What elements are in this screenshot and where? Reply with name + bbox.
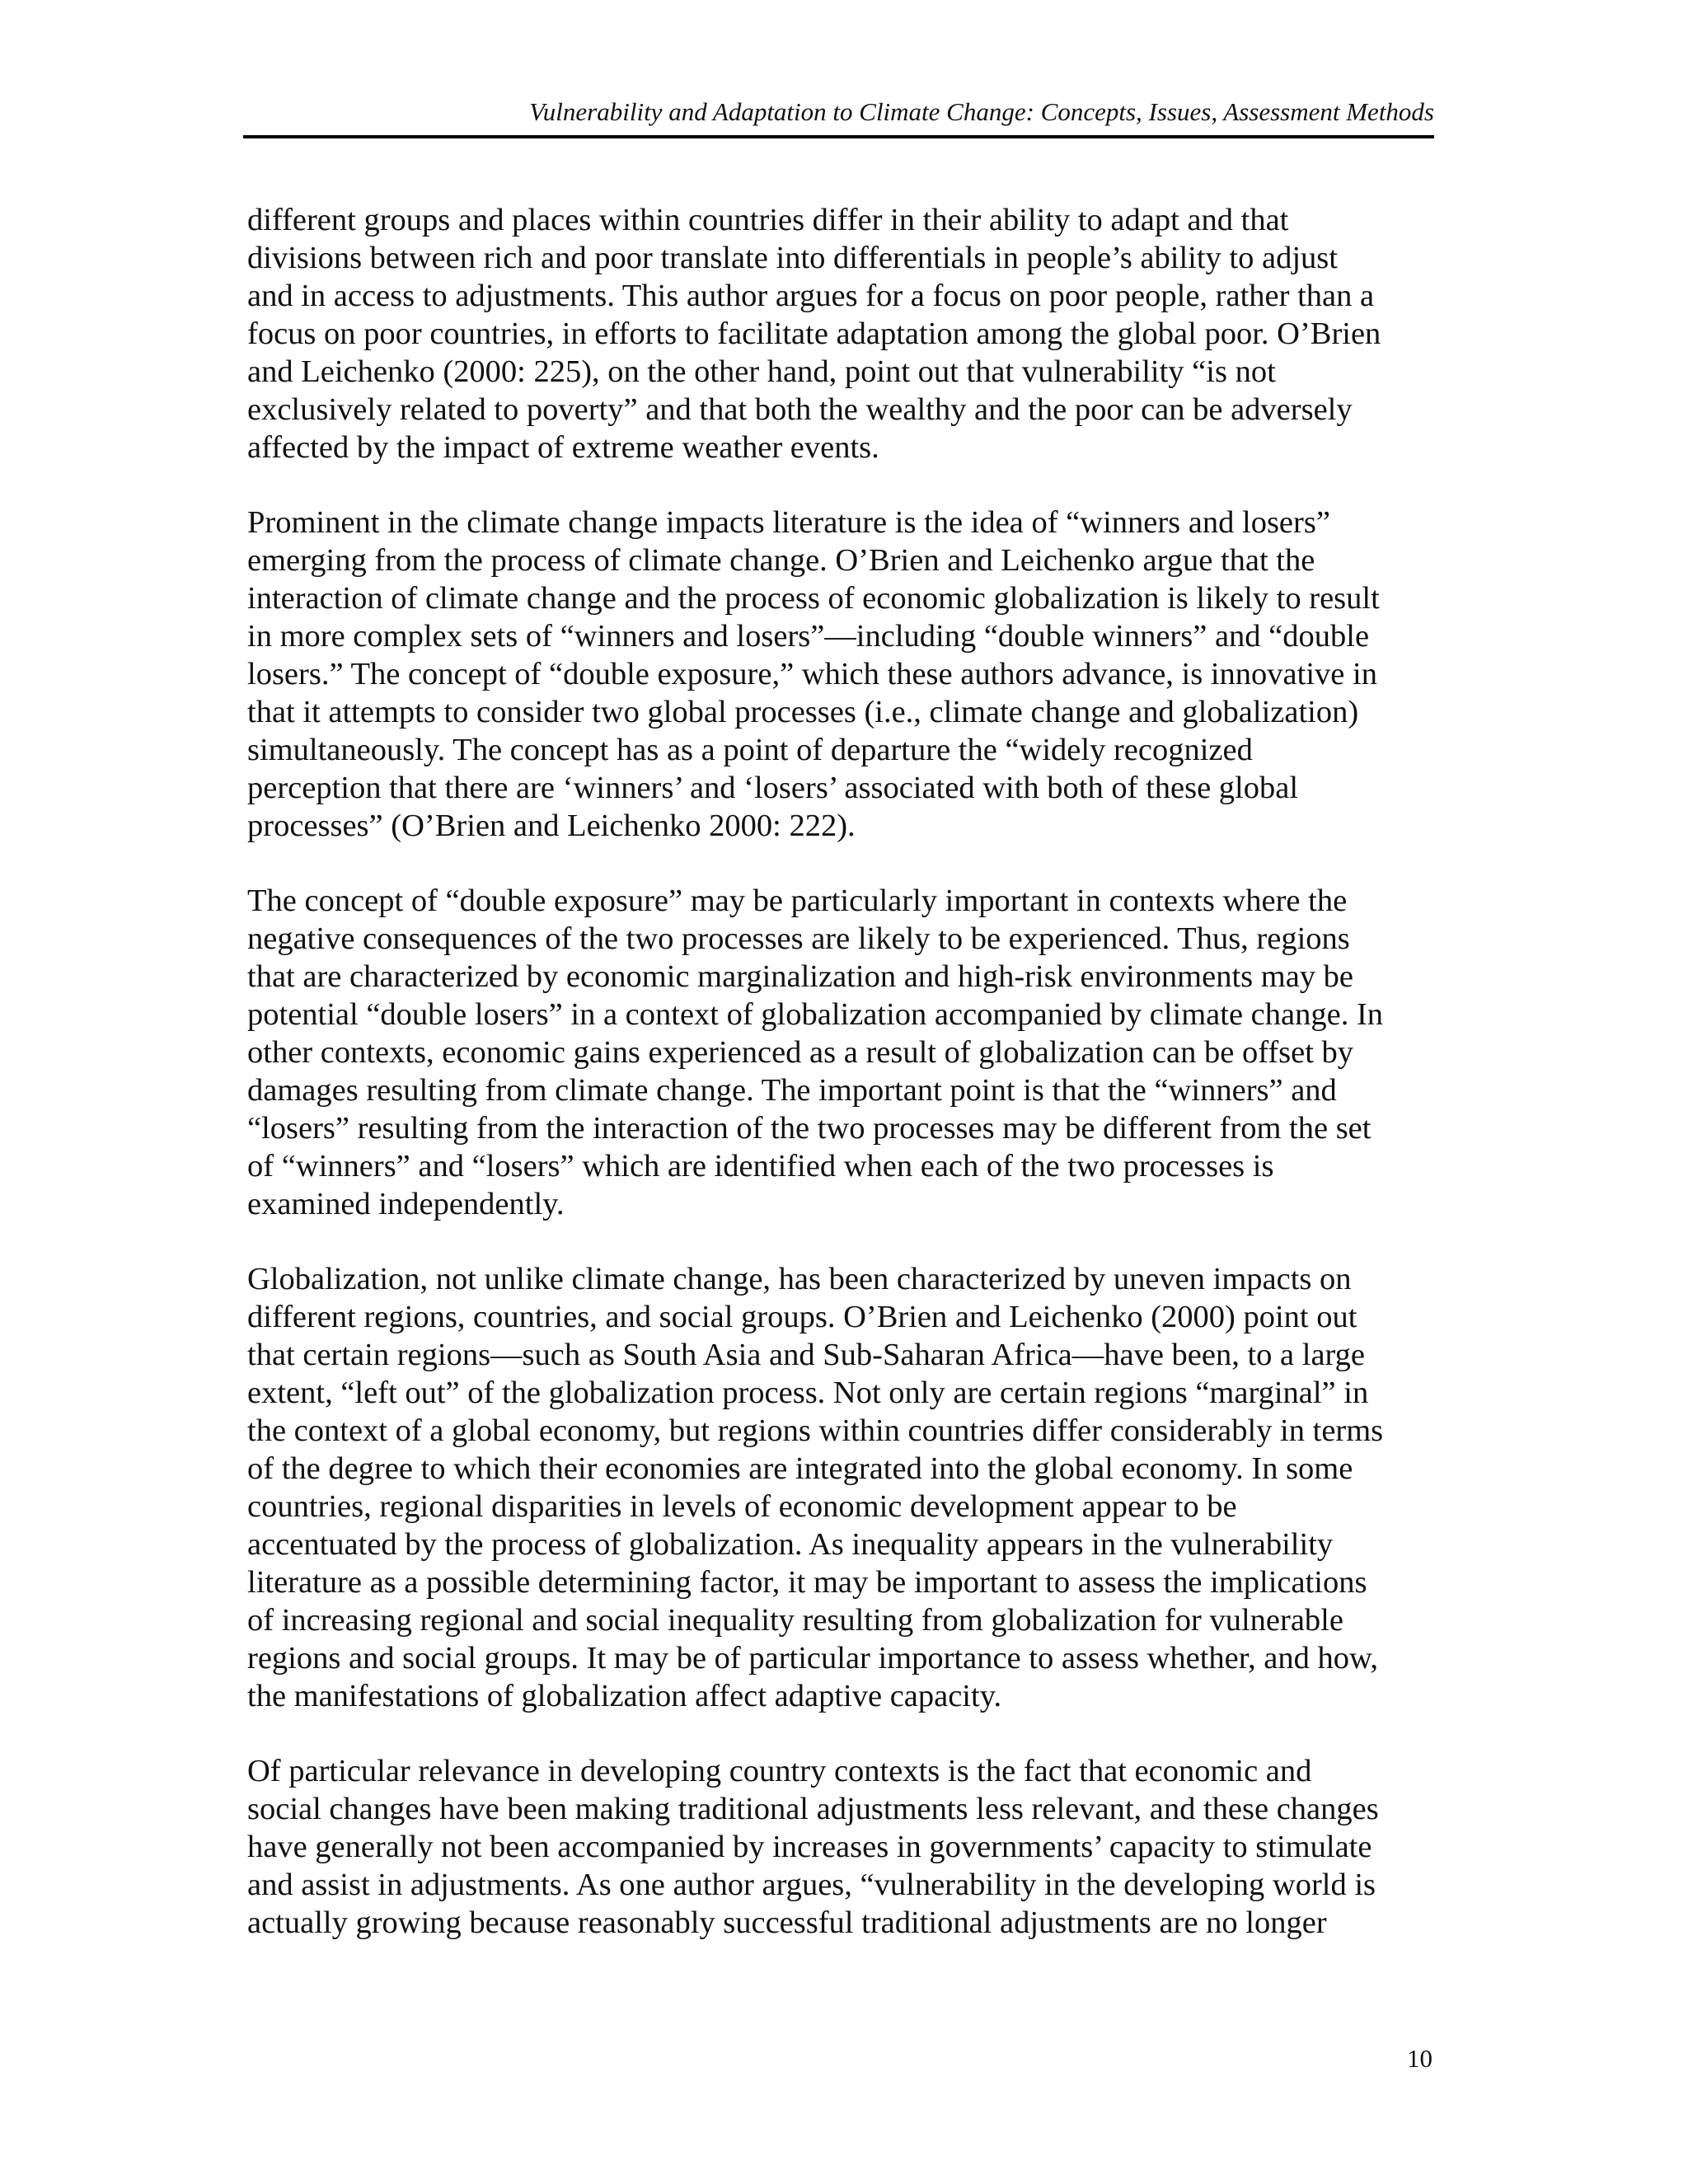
text-line: potential “double losers” in a context of globalization accompanied by climate change. In — [247, 997, 1384, 1032]
page-header — [243, 97, 1434, 138]
text-line: simultaneously. The concept has as a point of departure the “widely recognized — [247, 733, 1253, 767]
text-line: countries, regional disparities in levels of economic development appear to be — [247, 1489, 1237, 1524]
text-line: the manifestations of globalization affect adaptive capacity. — [247, 1679, 1002, 1713]
paragraph-4 — [247, 1260, 1451, 1715]
text-line: Of particular relevance in developing country contexts is the fact that economic and — [247, 1754, 1312, 1788]
text-line: perception that there are ‘winners’ and ‘losers’ associated with both of these global — [247, 771, 1299, 805]
text-line: other contexts, economic gains experienced as a result of globalization can be offset by — [247, 1035, 1354, 1070]
text-line: emerging from the process of climate change. O’Brien and Leichenko argue that the — [247, 543, 1315, 578]
text-line: social changes have been making traditional adjustments less relevant, and these changes — [247, 1792, 1379, 1826]
text-line: interaction of climate change and the process of economic globalization is likely to result — [247, 581, 1380, 616]
text-line: different groups and places within countries differ in their ability to adapt and that — [247, 203, 1289, 237]
text-line: divisions between rich and poor translate into differentials in people’s ability to adjust — [247, 241, 1338, 275]
text-line: accentuated by the process of globalization. As inequality appears in the vulnerability — [247, 1527, 1334, 1562]
text-line: and assist in adjustments. As one author argues, “vulnerability in the developing world is — [247, 1868, 1376, 1902]
text-line: that are characterized by economic marginalization and high-risk environments may be — [247, 959, 1353, 994]
text-line: and in access to adjustments. This author argues for a focus on poor people, rather than a — [247, 279, 1375, 313]
text-line: processes” (O’Brien and Leichenko 2000: 222). — [247, 808, 856, 843]
text-line: of “winners” and “losers” which are identified when each of the two processes is — [247, 1149, 1274, 1183]
text-line: Globalization, not unlike climate change, has been characterized by uneven impacts on — [247, 1262, 1352, 1296]
text-line: negative consequences of the two processes are likely to be experienced. Thus, regions — [247, 921, 1350, 956]
text-line: losers.” The concept of “double exposure,” which these authors advance, is innovative in — [247, 657, 1377, 691]
paragraph-3 — [247, 882, 1451, 1223]
text-line: damages resulting from climate change. The important point is that the “winners” and — [247, 1073, 1337, 1108]
text-line: exclusively related to poverty” and that both the wealthy and the poor can be adversely — [247, 392, 1353, 427]
text-line: extent, “left out” of the globalization process. Not only are certain regions “marginal” in — [247, 1376, 1369, 1410]
paragraph-5 — [247, 1752, 1451, 1942]
text-line: that it attempts to consider two global processes (i.e., climate change and globalization) — [247, 695, 1359, 729]
text-line: “losers” resulting from the interaction of the two processes may be different from the set — [247, 1111, 1372, 1146]
text-line: the context of a global economy, but regions within countries differ considerably in terms — [247, 1413, 1384, 1448]
paragraph-2 — [247, 504, 1451, 845]
text-line: of the degree to which their economies are integrated into the global economy. In some — [247, 1451, 1353, 1486]
text-line: of increasing regional and social inequality resulting from globalization for vulnerable — [247, 1603, 1343, 1638]
text-line: literature as a possible determining factor, it may be important to assess the implications — [247, 1565, 1367, 1600]
text-line: The concept of “double exposure” may be particularly important in contexts where the — [247, 883, 1348, 918]
text-line: affected by the impact of extreme weather events. — [247, 430, 879, 465]
text-line: in more complex sets of “winners and losers”—including “double winners” and “double — [247, 619, 1370, 654]
text-line: focus on poor countries, in efforts to facilitate adaptation among the global poor. O’Brien — [247, 316, 1381, 351]
body-text — [247, 201, 1451, 1979]
text-line: different regions, countries, and social groups. O’Brien and Leichenko (2000) point out — [247, 1300, 1357, 1334]
running-title: Vulnerability and Adaptation to Climate Change: Concepts, Issues, Assessment Methods — [529, 97, 1434, 126]
text-line: and Leichenko (2000: 225), on the other hand, point out that vulnerability “is not — [247, 354, 1276, 389]
paragraph-1 — [247, 201, 1451, 466]
text-line: have generally not been accompanied by increases in governments’ capacity to stimulate — [247, 1830, 1372, 1864]
text-line: actually growing because reasonably successful traditional adjustments are no longer — [247, 1905, 1327, 1940]
text-line: Prominent in the climate change impacts literature is the idea of “winners and losers” — [247, 505, 1330, 540]
text-line: that certain regions—such as South Asia and Sub-Saharan Africa—have been, to a large — [247, 1338, 1366, 1372]
text-line: regions and social groups. It may be of particular importance to assess whether, and how, — [247, 1641, 1378, 1675]
page-number: 10 — [1407, 2044, 1432, 2073]
text-line: examined independently. — [247, 1187, 565, 1221]
